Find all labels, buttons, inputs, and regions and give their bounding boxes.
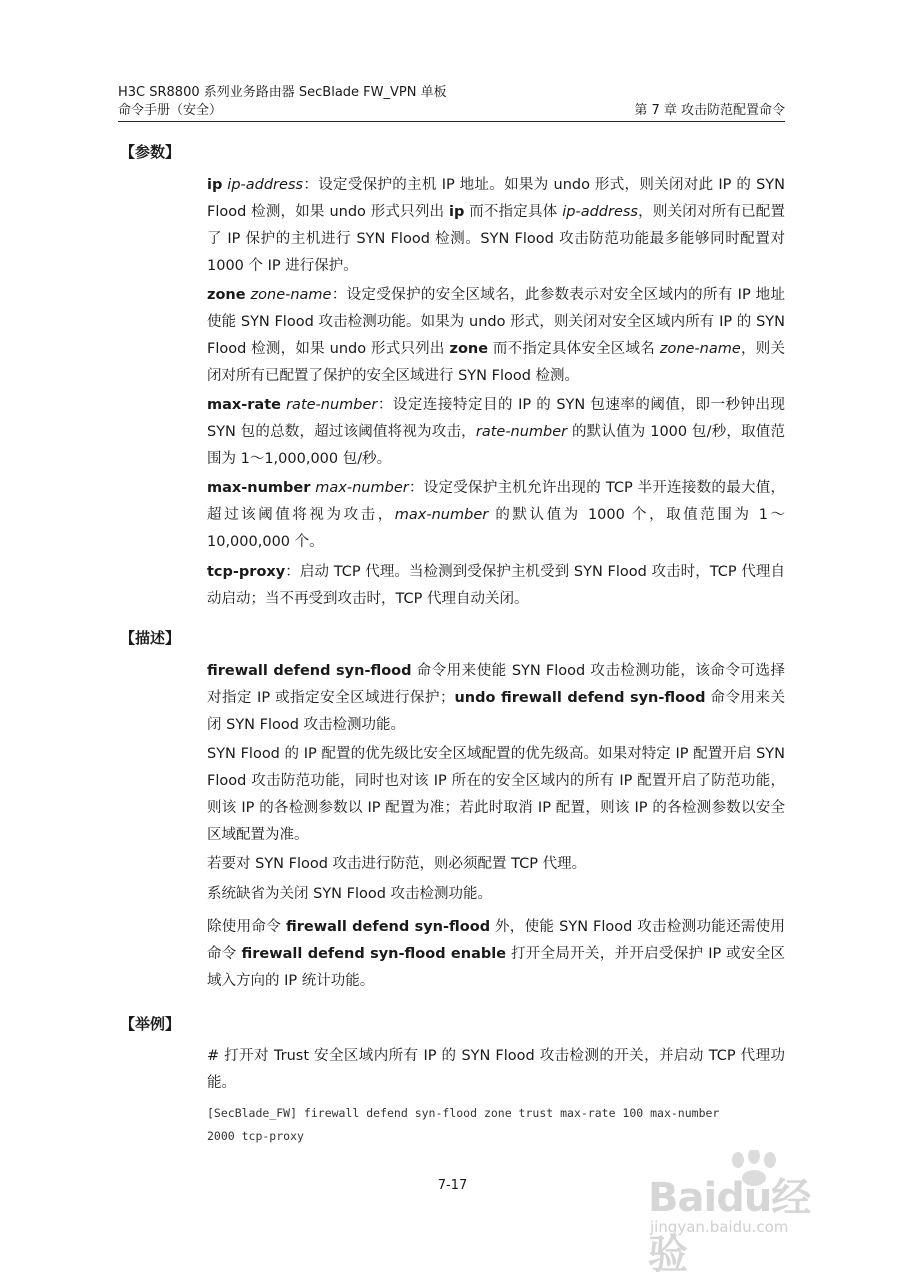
text-run: ：设定连接特定目的 IP 的 SYN 包速率的阈值，即一秒钟出现 SYN 包的总数，超过该阈值将视为攻击， xyxy=(207,397,785,440)
text-run: 系统缺省为关闭 SYN Flood 攻击检测功能。 xyxy=(207,886,493,902)
example-comment xyxy=(207,1043,785,1097)
param-max-rate xyxy=(207,392,785,473)
text-run: ：设定受保护的安全区域名，此参数表示对安全区域内的所有 IP 地址使能 SYN Flood 攻击检测功能。如果为 undo 形式，则关闭对安全区域内所有 IP 的 SYN Flood 检测，如果 undo 形式只列出 xyxy=(207,287,785,357)
param-max-number xyxy=(207,475,785,556)
text-run: ：设定受保护的主机 IP 地址。如果为 undo 形式，则关闭对此 IP 的 SYN Flood 检测，如果 undo 形式只列出 xyxy=(207,177,786,220)
desc-paragraph-1 xyxy=(207,658,785,739)
italic-term: ip-address xyxy=(227,177,304,193)
text-run: ：设定受保护主机允许出现的 TCP 半开连接数的最大值，超过该阈值将视为攻击， xyxy=(207,480,786,523)
text-run: ：启动 TCP 代理。当检测到受保护主机受到 SYN Flood 攻击时，TCP 代理自动启动；当不再受到攻击时，TCP 代理自动关闭。 xyxy=(207,564,785,607)
italic-term: max-number xyxy=(315,480,409,496)
desc-paragraph-3 xyxy=(207,851,785,878)
header-divider xyxy=(118,121,785,122)
section-heading-description: 【描述】 xyxy=(120,629,181,647)
bold-term: max-number xyxy=(207,480,311,496)
text-run: 命令用来关闭 SYN Flood 攻击检测功能。 xyxy=(207,690,785,733)
desc-paragraph-2 xyxy=(207,741,785,849)
bold-term: zone xyxy=(449,341,489,357)
param-zone xyxy=(207,282,785,390)
page-header xyxy=(118,84,785,120)
text-run: 外，使能 SYN Flood 攻击检测功能还需使用命令 xyxy=(207,919,785,962)
text-run: ，则关闭对所有已配置了保护的安全区域进行 SYN Flood 检测。 xyxy=(207,341,786,384)
text-run: SYN Flood 的 IP 配置的优先级比安全区域配置的优先级高。如果对特定 IP 配置开启 SYN Flood 攻击防范功能，同时也对该 IP 所在的安全区域内的所有 IP 配置开启了防范功能，则该 IP 的各检测参数以 IP 配置为准；若此时取消 IP 配置，则该 IP 的各检测参数以安全区域配置为准。 xyxy=(207,746,785,843)
code-line: 2000 tcp-proxy xyxy=(207,1129,304,1143)
text-run: # 打开对 Trust 安全区域内所有 IP 的 SYN Flood 攻击检测的开关，并启动 TCP 代理功能。 xyxy=(207,1048,785,1091)
bold-term: ip xyxy=(207,177,223,193)
watermark-url: jingyan.baidu.com xyxy=(650,1218,789,1236)
text-run: 而不指定具体 xyxy=(464,204,563,220)
section-heading-params: 【参数】 xyxy=(120,143,181,161)
text-run: 除使用命令 xyxy=(207,919,286,935)
text-run: 若要对 SYN Flood 攻击进行防范，则必须配置 TCP 代理。 xyxy=(207,856,587,872)
italic-term: max-number xyxy=(394,507,489,523)
bold-term: undo firewall defend syn-flood xyxy=(454,690,706,706)
bold-term: tcp-proxy xyxy=(207,564,286,580)
bold-term: zone xyxy=(207,287,246,303)
text-run: 命令用来使能 SYN Flood 攻击检测功能，该命令可选择对指定 IP 或指定安全区域进行保护； xyxy=(207,663,785,706)
bold-term: ip xyxy=(449,204,465,220)
page-number: 7-17 xyxy=(437,1178,468,1193)
italic-term: zone-name xyxy=(250,287,332,303)
section-heading-example: 【举例】 xyxy=(120,1015,181,1033)
italic-term: zone-name xyxy=(659,341,741,357)
bold-term: max-rate xyxy=(207,397,281,413)
header-title: H3C SR8800 系列业务路由器 SecBlade FW_VPN 单板 xyxy=(118,85,447,100)
header-chapter: 第 7 章 攻击防范配置命令 xyxy=(634,103,785,118)
bold-term: firewall defend syn-flood xyxy=(207,663,412,679)
baidu-jingyan-watermark xyxy=(648,1150,848,1278)
text-run: 而不指定具体安全区域名 xyxy=(488,341,660,357)
bold-term: firewall defend syn-flood xyxy=(285,919,491,935)
watermark-logo: Baidu经验 xyxy=(648,1175,811,1278)
text-run: ，则关闭对所有已配置了 IP 保护的主机进行 SYN Flood 检测。SYN Flood 攻击防范功能最多能够同时配置对 1000 个 IP 进行保护。 xyxy=(207,204,786,274)
text-run: 的默认值为 1000 个，取值范围为 1～10,000,000 个。 xyxy=(207,507,786,550)
italic-term: rate-number xyxy=(286,397,378,413)
param-tcp-proxy xyxy=(207,559,785,613)
desc-paragraph-4 xyxy=(207,881,785,908)
code-line: [SecBlade_FW] firewall defend syn-flood zone trust max-rate 100 max-number xyxy=(207,1106,720,1120)
italic-term: rate-number xyxy=(475,424,568,440)
example-code-block xyxy=(207,1102,807,1148)
text-run: 打开全局开关，并开启受保护 IP 或安全区域入方向的 IP 统计功能。 xyxy=(207,946,785,989)
text-run: 的默认值为 1000 包/秒，取值范围为 1～1,000,000 包/秒。 xyxy=(207,424,785,467)
header-row xyxy=(118,102,785,120)
header-manual-name: 命令手册（安全） xyxy=(118,103,223,118)
desc-paragraph-5 xyxy=(207,914,785,995)
italic-term: ip-address xyxy=(562,204,638,220)
bold-term: firewall defend syn-flood enable xyxy=(241,946,507,962)
param-ip xyxy=(207,172,785,280)
